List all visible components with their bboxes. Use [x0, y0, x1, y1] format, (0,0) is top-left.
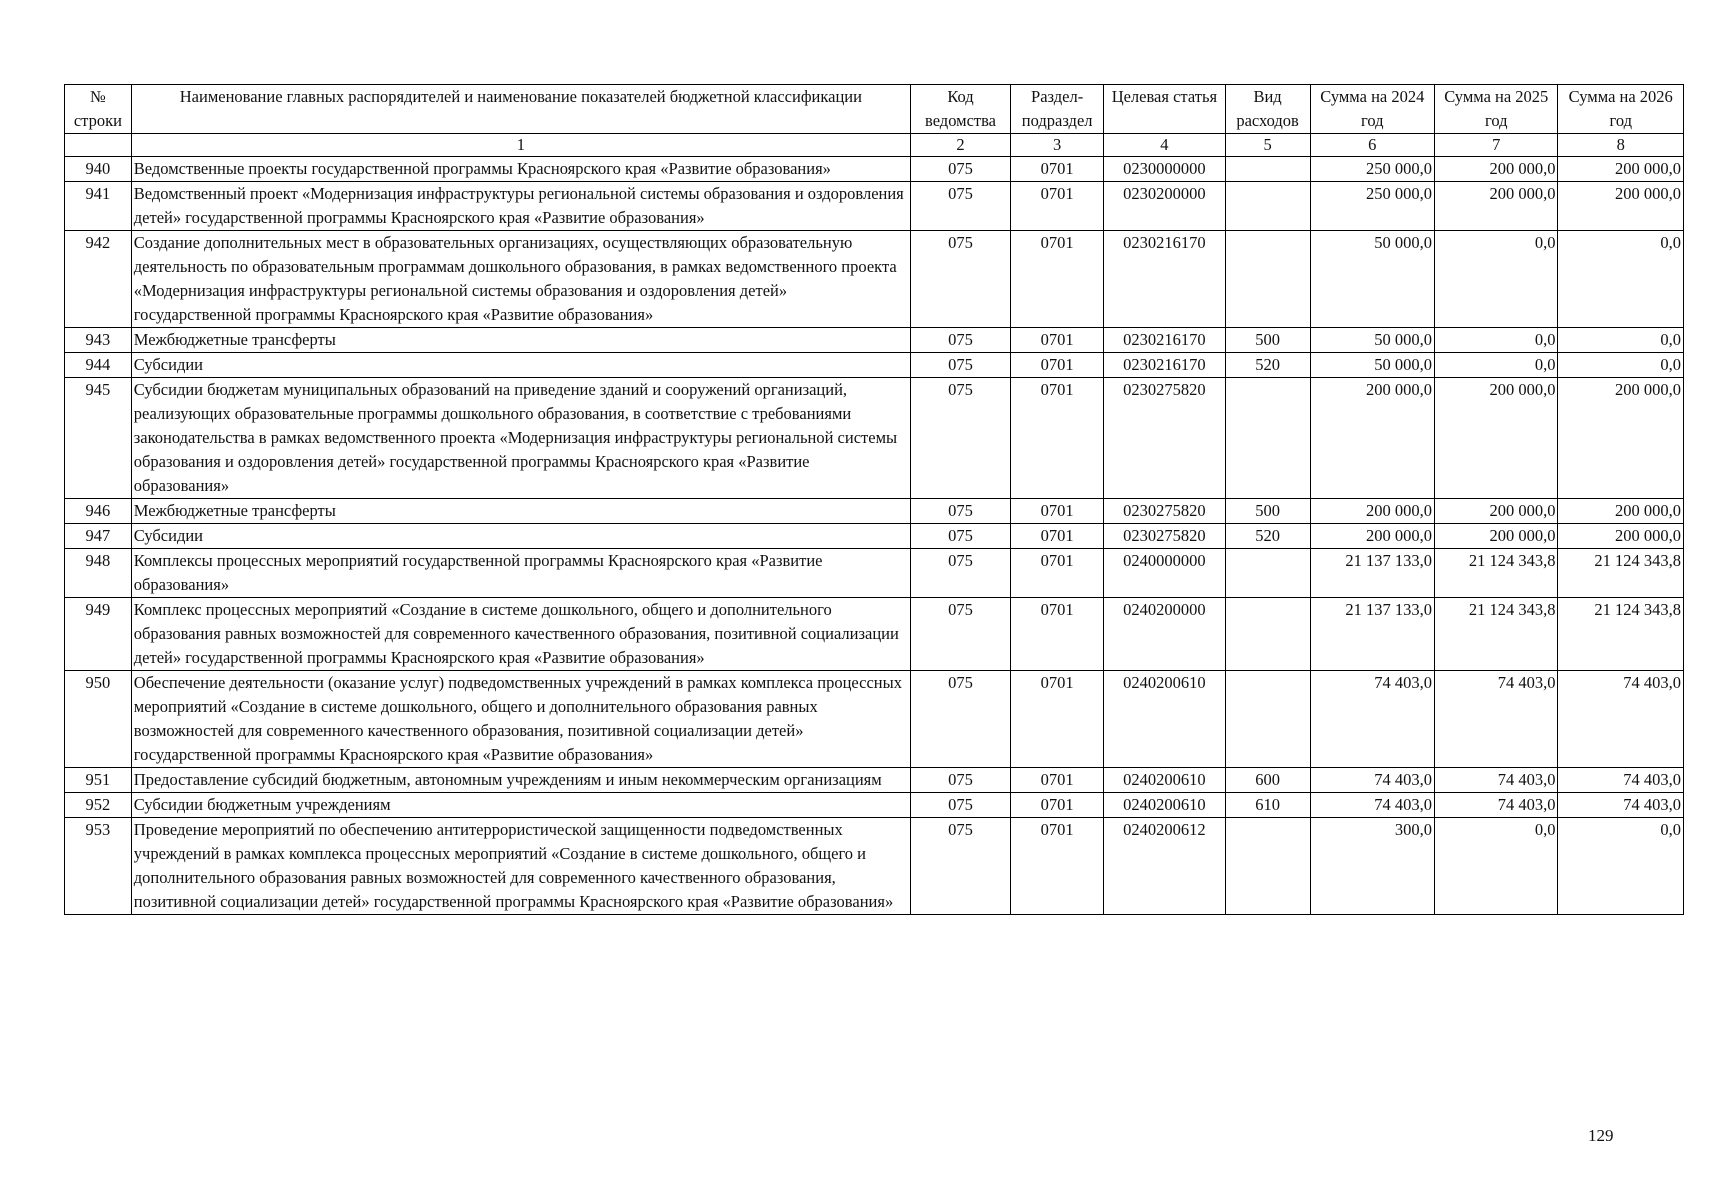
- sum-2025: 21 124 343,8: [1435, 549, 1558, 598]
- expense-kind: 500: [1225, 328, 1310, 353]
- target-code: 0230275820: [1104, 378, 1225, 499]
- row-name: Обеспечение деятельности (оказание услуг) подведомственных учреждений в рамках комплекса процессных мероприятий «Создание в системе дошкольного, общего и дополнительного образования равных возможностей для современного качественного образования, позитивной социализации детей» государственной программы Красноярского края «Развитие образования»: [131, 671, 910, 768]
- row-name: Проведение мероприятий по обеспечению антитеррористической защищенности подведомственных учреждений в рамках комплекса процессных мероприятий «Создание в системе дошкольного, общего и дополнительного образования равных возможностей для современного качественного образования, позитивной социализации детей» государственной программы Красноярского края «Развитие образования»: [131, 818, 910, 915]
- sum-2026: 0,0: [1558, 353, 1684, 378]
- row-name: Комплекс процессных мероприятий «Создание в системе дошкольного, общего и дополнительного образования равных возможностей для современного качественного образования, позитивной социализации детей» государственной программы Красноярского края «Развитие образования»: [131, 598, 910, 671]
- row-name: Комплексы процессных мероприятий государственной программы Красноярского края «Развитие образования»: [131, 549, 910, 598]
- expense-kind: 520: [1225, 524, 1310, 549]
- sum-2025: 0,0: [1435, 328, 1558, 353]
- header-sum-2024: Сумма на 2024 год: [1310, 85, 1434, 134]
- expense-kind: 600: [1225, 768, 1310, 793]
- sum-2024: 50 000,0: [1310, 328, 1434, 353]
- sum-2025: 74 403,0: [1435, 793, 1558, 818]
- sum-2024: 74 403,0: [1310, 768, 1434, 793]
- sum-2026: 0,0: [1558, 328, 1684, 353]
- expense-kind: [1225, 671, 1310, 768]
- table-row: [65, 793, 1684, 818]
- row-name: Субсидии: [131, 353, 910, 378]
- section-code: 0701: [1011, 328, 1104, 353]
- row-name: Субсидии бюджетным учреждениям: [131, 793, 910, 818]
- section-code: 0701: [1011, 231, 1104, 328]
- header-sum-2025: Сумма на 2025 год: [1435, 85, 1558, 134]
- dept-code: 075: [910, 353, 1010, 378]
- row-number: 943: [65, 328, 132, 353]
- target-code: 0240000000: [1104, 549, 1225, 598]
- table-row: [65, 549, 1684, 598]
- row-number: 947: [65, 524, 132, 549]
- dept-code: 075: [910, 378, 1010, 499]
- expense-kind: [1225, 598, 1310, 671]
- sum-2024: 250 000,0: [1310, 182, 1434, 231]
- sum-2025: 0,0: [1435, 818, 1558, 915]
- section-code: 0701: [1011, 598, 1104, 671]
- table-row: [65, 182, 1684, 231]
- dept-code: 075: [910, 598, 1010, 671]
- column-number: 4: [1104, 134, 1225, 157]
- sum-2025: 21 124 343,8: [1435, 598, 1558, 671]
- sum-2024: 200 000,0: [1310, 524, 1434, 549]
- dept-code: 075: [910, 328, 1010, 353]
- sum-2024: 200 000,0: [1310, 378, 1434, 499]
- header-sum-2026: Сумма на 2026 год: [1558, 85, 1684, 134]
- header-row: [65, 85, 1684, 134]
- sum-2024: 50 000,0: [1310, 353, 1434, 378]
- column-number: [65, 134, 132, 157]
- sum-2026: 21 124 343,8: [1558, 598, 1684, 671]
- sum-2024: 50 000,0: [1310, 231, 1434, 328]
- row-name: Межбюджетные трансферты: [131, 328, 910, 353]
- table-row: [65, 818, 1684, 915]
- table-row: [65, 768, 1684, 793]
- row-number: 946: [65, 499, 132, 524]
- sum-2026: 200 000,0: [1558, 524, 1684, 549]
- target-code: 0240200000: [1104, 598, 1225, 671]
- header-kind: Вид расходов: [1225, 85, 1310, 134]
- sum-2025: 200 000,0: [1435, 499, 1558, 524]
- sum-2024: 74 403,0: [1310, 793, 1434, 818]
- row-name: Ведомственные проекты государственной программы Красноярского края «Развитие образования»: [131, 157, 910, 182]
- target-code: 0240200610: [1104, 671, 1225, 768]
- page-number: 129: [1588, 1126, 1614, 1145]
- section-code: 0701: [1011, 793, 1104, 818]
- sum-2024: 21 137 133,0: [1310, 549, 1434, 598]
- column-number: 2: [910, 134, 1010, 157]
- section-code: 0701: [1011, 524, 1104, 549]
- row-number: 953: [65, 818, 132, 915]
- column-number: 7: [1435, 134, 1558, 157]
- sum-2026: 200 000,0: [1558, 378, 1684, 499]
- sum-2025: 200 000,0: [1435, 182, 1558, 231]
- expense-kind: [1225, 157, 1310, 182]
- sum-2024: 250 000,0: [1310, 157, 1434, 182]
- row-number: 942: [65, 231, 132, 328]
- table-row: [65, 598, 1684, 671]
- dept-code: 075: [910, 793, 1010, 818]
- table-row: [65, 671, 1684, 768]
- row-number: 945: [65, 378, 132, 499]
- header-dept-code: Код ведомства: [910, 85, 1010, 134]
- column-number: 8: [1558, 134, 1684, 157]
- target-code: 0230200000: [1104, 182, 1225, 231]
- row-number: 948: [65, 549, 132, 598]
- table-body: [65, 157, 1684, 915]
- expense-kind: 610: [1225, 793, 1310, 818]
- row-name: Субсидии бюджетам муниципальных образований на приведение зданий и сооружений организаций, реализующих образовательные программы дошкольного образования, в соответствие с требованиями законодательства в рамках ведомственного проекта «Модернизация инфраструктуры региональной системы образования и оздоровления детей» государственной программы Красноярского края «Развитие образования»: [131, 378, 910, 499]
- header-target: Целевая статья: [1104, 85, 1225, 134]
- row-name: Межбюджетные трансферты: [131, 499, 910, 524]
- row-name: Предоставление субсидий бюджетным, автономным учреждениям и иным некоммерческим организациям: [131, 768, 910, 793]
- expense-kind: [1225, 182, 1310, 231]
- target-code: 0230216170: [1104, 231, 1225, 328]
- row-name: Создание дополнительных мест в образовательных организациях, осуществляющих образовательную деятельность по образовательным программам дошкольного образования, в рамках ведомственного проекта «Модернизация инфраструктуры региональной системы образования и оздоровления детей» государственной программы Красноярского края «Развитие образования»: [131, 231, 910, 328]
- expense-kind: [1225, 818, 1310, 915]
- row-number: 949: [65, 598, 132, 671]
- sum-2026: 74 403,0: [1558, 671, 1684, 768]
- row-number: 944: [65, 353, 132, 378]
- row-number: 941: [65, 182, 132, 231]
- sum-2026: 200 000,0: [1558, 157, 1684, 182]
- header-row-number: № строки: [65, 85, 132, 134]
- sum-2026: 74 403,0: [1558, 768, 1684, 793]
- column-number: 1: [131, 134, 910, 157]
- target-code: 0240200610: [1104, 768, 1225, 793]
- expense-kind: [1225, 231, 1310, 328]
- dept-code: 075: [910, 499, 1010, 524]
- dept-code: 075: [910, 768, 1010, 793]
- sum-2026: 0,0: [1558, 231, 1684, 328]
- dept-code: 075: [910, 671, 1010, 768]
- table-row: [65, 378, 1684, 499]
- dept-code: 075: [910, 549, 1010, 598]
- column-number: 6: [1310, 134, 1434, 157]
- expense-kind: 500: [1225, 499, 1310, 524]
- sum-2026: 200 000,0: [1558, 182, 1684, 231]
- section-code: 0701: [1011, 549, 1104, 598]
- expense-kind: [1225, 549, 1310, 598]
- row-number: 951: [65, 768, 132, 793]
- budget-table: [64, 84, 1684, 915]
- sum-2025: 74 403,0: [1435, 671, 1558, 768]
- sum-2026: 0,0: [1558, 818, 1684, 915]
- sum-2024: 300,0: [1310, 818, 1434, 915]
- sum-2026: 200 000,0: [1558, 499, 1684, 524]
- sum-2025: 0,0: [1435, 353, 1558, 378]
- table-row: [65, 524, 1684, 549]
- table-row: [65, 157, 1684, 182]
- sum-2024: 200 000,0: [1310, 499, 1434, 524]
- dept-code: 075: [910, 524, 1010, 549]
- sum-2025: 74 403,0: [1435, 768, 1558, 793]
- sum-2024: 74 403,0: [1310, 671, 1434, 768]
- dept-code: 075: [910, 182, 1010, 231]
- target-code: 0240200612: [1104, 818, 1225, 915]
- header-section: Раздел-подраздел: [1011, 85, 1104, 134]
- row-name: Субсидии: [131, 524, 910, 549]
- section-code: 0701: [1011, 353, 1104, 378]
- table-row: [65, 328, 1684, 353]
- section-code: 0701: [1011, 157, 1104, 182]
- sum-2025: 200 000,0: [1435, 378, 1558, 499]
- table-row: [65, 353, 1684, 378]
- section-code: 0701: [1011, 768, 1104, 793]
- sum-2025: 0,0: [1435, 231, 1558, 328]
- dept-code: 075: [910, 157, 1010, 182]
- dept-code: 075: [910, 818, 1010, 915]
- sum-2025: 200 000,0: [1435, 157, 1558, 182]
- target-code: 0240200610: [1104, 793, 1225, 818]
- dept-code: 075: [910, 231, 1010, 328]
- sum-2024: 21 137 133,0: [1310, 598, 1434, 671]
- column-number: 5: [1225, 134, 1310, 157]
- expense-kind: [1225, 378, 1310, 499]
- column-number-row: [65, 134, 1684, 157]
- header-name: Наименование главных распорядителей и наименование показателей бюджетной классификации: [131, 85, 910, 134]
- column-number: 3: [1011, 134, 1104, 157]
- row-number: 940: [65, 157, 132, 182]
- target-code: 0230216170: [1104, 353, 1225, 378]
- sum-2026: 21 124 343,8: [1558, 549, 1684, 598]
- sum-2026: 74 403,0: [1558, 793, 1684, 818]
- table-row: [65, 499, 1684, 524]
- target-code: 0230275820: [1104, 524, 1225, 549]
- expense-kind: 520: [1225, 353, 1310, 378]
- section-code: 0701: [1011, 671, 1104, 768]
- target-code: 0230000000: [1104, 157, 1225, 182]
- sum-2025: 200 000,0: [1435, 524, 1558, 549]
- section-code: 0701: [1011, 182, 1104, 231]
- section-code: 0701: [1011, 378, 1104, 499]
- section-code: 0701: [1011, 818, 1104, 915]
- table-row: [65, 231, 1684, 328]
- row-name: Ведомственный проект «Модернизация инфраструктуры региональной системы образования и оздоровления детей» государственной программы Красноярского края «Развитие образования»: [131, 182, 910, 231]
- row-number: 950: [65, 671, 132, 768]
- section-code: 0701: [1011, 499, 1104, 524]
- target-code: 0230275820: [1104, 499, 1225, 524]
- row-number: 952: [65, 793, 132, 818]
- target-code: 0230216170: [1104, 328, 1225, 353]
